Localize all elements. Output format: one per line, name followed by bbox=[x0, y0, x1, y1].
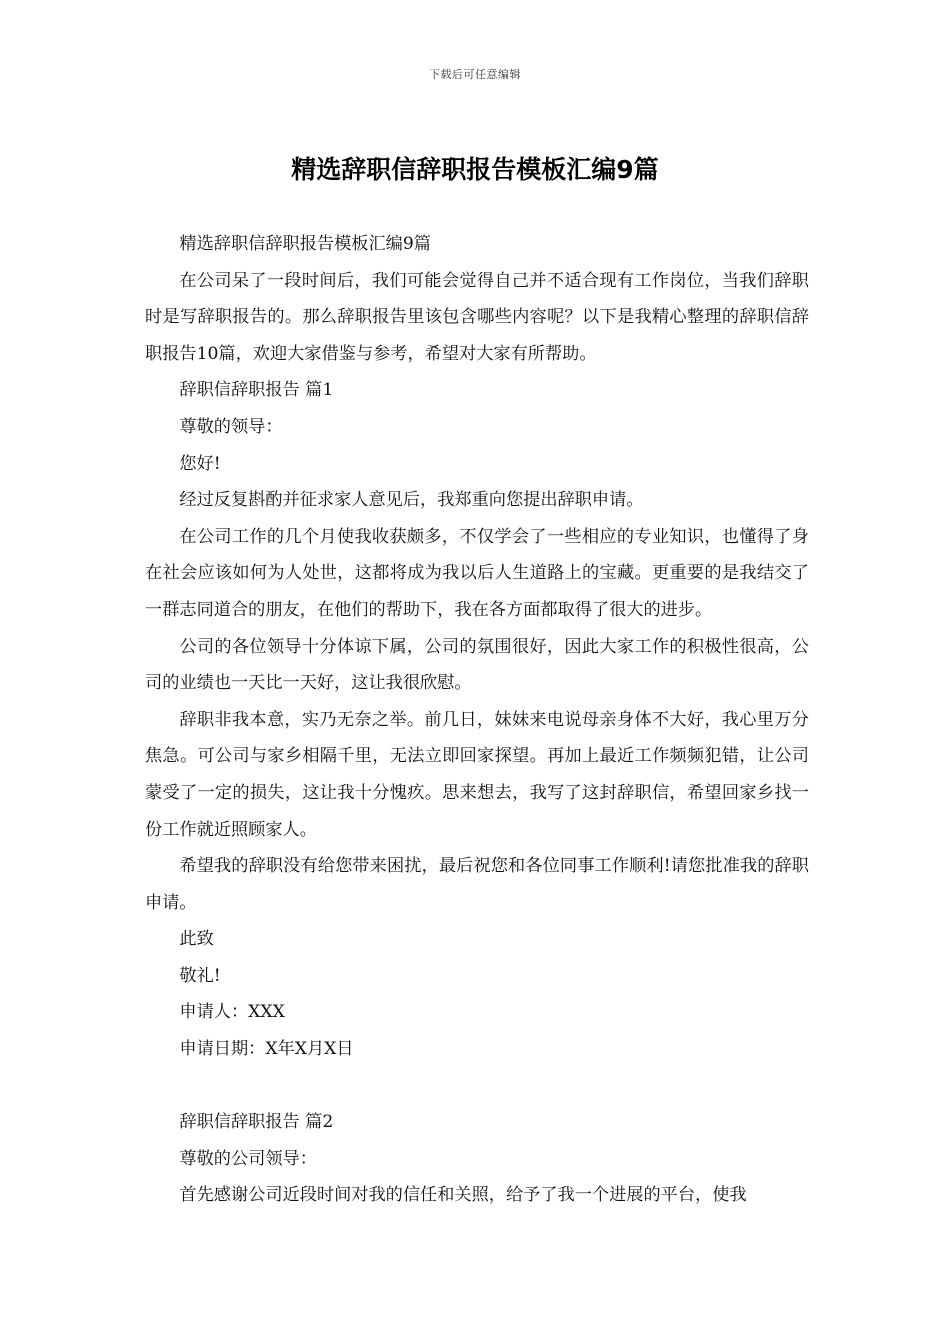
salutation: 尊敬的领导： bbox=[179, 416, 283, 437]
section-heading-2: 辞职信辞职报告 篇2 bbox=[179, 1112, 334, 1133]
closing-salute: 敬礼! bbox=[179, 965, 221, 986]
document-title: 精选辞职信辞职报告模板汇编9篇 bbox=[291, 155, 659, 184]
paragraph: 希望我的辞职没有给您带来困扰，最后祝您和各位同事工作顺利!请您批准我的辞职申请。 bbox=[145, 856, 809, 913]
section-heading-1: 辞职信辞职报告 篇1 bbox=[179, 380, 334, 401]
application-date: 申请日期：X年X月X日 bbox=[179, 1039, 354, 1060]
paragraph: 公司的各位领导十分体谅下属，公司的氛围很好，因此大家工作的积极性很高，公司的业绩也一天比一天好，这让我很欣慰。 bbox=[145, 636, 809, 694]
closing: 此致 bbox=[179, 929, 214, 950]
paragraph: 首先感谢公司近段时间对我的信任和关照，给予了我一个进展的平台，使我 bbox=[179, 1185, 747, 1206]
applicant: 申请人：XXX bbox=[179, 1002, 285, 1023]
paragraph: 在公司工作的几个月使我收获颇多，不仅学会了一些相应的专业知识，也懂得了身在社会应该如何为人处世，这都将成为我以后人生道路上的宝藏。更重要的是我结交了一群志同道合的朋友，在他们的帮助下，我在各方面都取得了很大的进步。 bbox=[145, 526, 809, 620]
paragraph: 经过反复斟酌并征求家人意见后，我郑重向您提出辞职申请。 bbox=[179, 490, 644, 511]
header-note: 下载后可任意编辑 bbox=[429, 68, 521, 81]
paragraph: 辞职非我本意，实乃无奈之举。前几日，妹妹来电说母亲身体不大好，我心里万分焦急。可公司与家乡相隔千里，无法立即回家探望。再加上最近工作频频犯错，让公司蒙受了一定的损失，这让我十分愧疚。思来想去，我写了这封辞职信，希望回家乡找一份工作就近照顾家人。 bbox=[145, 709, 809, 840]
paragraph-intro: 在公司呆了一段时间后，我们可能会觉得自己并不适合现有工作岗位，当我们辞职时是写辞职报告的。那么辞职报告里该包含哪些内容呢？以下是我精心整理的辞职信辞职报告10篇，欢迎大家借鉴与参考，希望对大家有所帮助。 bbox=[145, 270, 809, 364]
document-body bbox=[145, 226, 809, 1214]
greeting: 您好! bbox=[179, 453, 221, 474]
salutation: 尊敬的公司领导： bbox=[179, 1148, 317, 1169]
paragraph-subtitle: 精选辞职信辞职报告模板汇编9篇 bbox=[179, 234, 431, 254]
